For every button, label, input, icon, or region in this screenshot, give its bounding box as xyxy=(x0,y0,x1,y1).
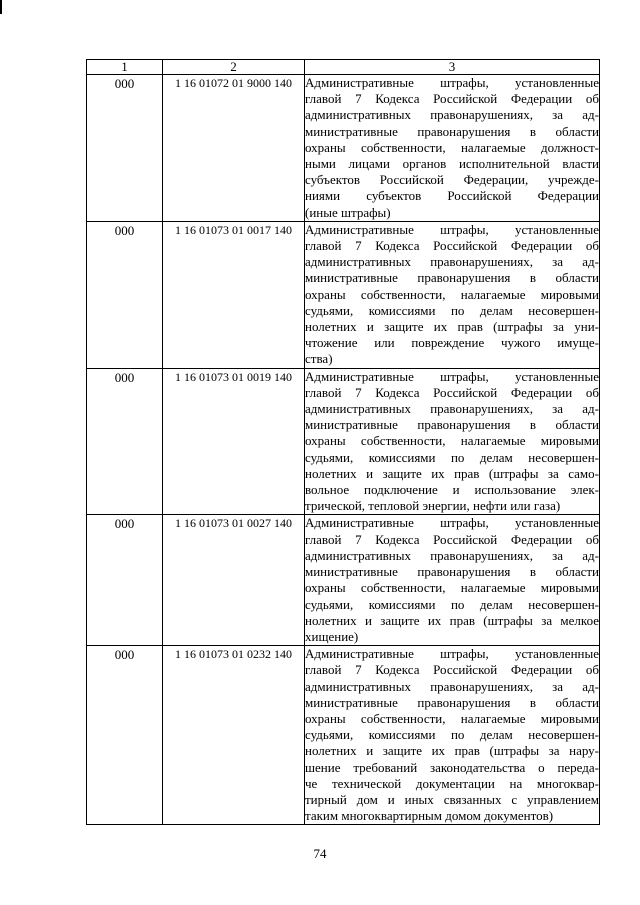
description-line: таким многоквартирным домом документов) xyxy=(305,808,554,824)
description-line: административных правонарушениях, за ад- xyxy=(305,254,599,270)
page-number: 74 xyxy=(313,846,327,861)
description-line: ниями субъектов Российской Федерации xyxy=(305,188,599,204)
description-line: нолетних и защите их прав (штрафы за само- xyxy=(305,465,599,481)
description-cell xyxy=(305,221,600,368)
description-line: главой 7 Кодекса Российской Федерации об xyxy=(305,91,599,107)
description-line: Административные штрафы, установленные xyxy=(305,646,599,662)
description-line: охраны собственности, налагаемые мировыми xyxy=(305,580,599,596)
kbk-code-cell: 1 16 01073 01 0017 140 xyxy=(163,221,305,368)
description-line: ства) xyxy=(305,351,333,367)
description-line: нолетних и защите их прав (штрафы за мелкое xyxy=(305,612,599,628)
admin-code-cell: 000 xyxy=(87,368,163,515)
description-line: охраны собственности, налагаемые мировыми xyxy=(305,710,599,726)
description-line: охраны собственности, налагаемые мировыми xyxy=(305,433,599,449)
description-line: ными лицами органов исполнительной власти xyxy=(305,156,599,172)
description-line: административных правонарушениях, за ад- xyxy=(305,107,599,123)
description-line: министративные правонарушения в области xyxy=(305,694,599,710)
description-line: административных правонарушениях, за ад- xyxy=(305,678,599,694)
description-line: Административные штрафы, установленные xyxy=(305,515,599,531)
table-row xyxy=(87,221,600,368)
description-line: главой 7 Кодекса Российской Федерации об xyxy=(305,238,599,254)
admin-code-cell: 000 xyxy=(87,75,163,222)
description-line: трической, тепловой энергии, нефти или газа) xyxy=(305,498,561,514)
table-row xyxy=(87,646,600,825)
budget-classification-table xyxy=(86,59,600,825)
description-cell xyxy=(305,646,600,825)
description-line: главой 7 Кодекса Российской Федерации об xyxy=(305,531,599,547)
admin-code-cell: 000 xyxy=(87,646,163,825)
description-line: главой 7 Кодекса Российской Федерации об xyxy=(305,384,599,400)
description-cell xyxy=(305,75,600,222)
description-line: охраны собственности, налагаемые должност- xyxy=(305,139,599,155)
table-row xyxy=(87,75,600,222)
description-cell xyxy=(305,368,600,515)
header-col-2: 2 xyxy=(163,60,305,75)
description-line: судьями, комиссиями по делам несовершен- xyxy=(305,302,599,318)
kbk-code-cell: 1 16 01073 01 0232 140 xyxy=(163,646,305,825)
description-line: судьями, комиссиями по делам несовершен- xyxy=(305,596,599,612)
description-line: нолетних и защите их прав (штрафы за нару- xyxy=(305,743,599,759)
admin-code-cell: 000 xyxy=(87,221,163,368)
admin-code-cell: 000 xyxy=(87,515,163,646)
kbk-code-cell: 1 16 01073 01 0027 140 xyxy=(163,515,305,646)
kbk-code-cell: 1 16 01073 01 0019 140 xyxy=(163,368,305,515)
description-line: судьями, комиссиями по делам несовершен- xyxy=(305,449,599,465)
description-line: вольное подключение и использование элек- xyxy=(305,482,599,498)
description-line: Административные штрафы, установленные xyxy=(305,75,599,90)
header-col-3: 3 xyxy=(305,60,600,75)
description-line: главой 7 Кодекса Российской Федерации об xyxy=(305,662,599,678)
description-line: че технической документации на многоквар- xyxy=(305,775,599,791)
description-line: министративные правонарушения в области xyxy=(305,417,599,433)
table-row xyxy=(87,368,600,515)
description-cell xyxy=(305,515,600,646)
description-line: министративные правонарушения в области xyxy=(305,564,599,580)
description-line: министративные правонарушения в области xyxy=(305,123,599,139)
description-line: нолетних и защите их прав (штрафы за уни- xyxy=(305,319,599,335)
table-header-row xyxy=(87,60,600,75)
description-line: судьями, комиссиями по делам несовершен- xyxy=(305,727,599,743)
description-line: хищение) xyxy=(305,628,359,644)
scan-margin-mark xyxy=(0,0,2,14)
description-line: Административные штрафы, установленные xyxy=(305,368,599,384)
kbk-code-cell: 1 16 01072 01 9000 140 xyxy=(163,75,305,222)
description-line: административных правонарушениях, за ад- xyxy=(305,547,599,563)
description-line: Административные штрафы, установленные xyxy=(305,221,599,237)
description-line: административных правонарушениях, за ад- xyxy=(305,401,599,417)
description-line: субъектов Российской Федерации, учрежде- xyxy=(305,172,599,188)
description-line: (иные штрафы) xyxy=(305,204,391,220)
table-row xyxy=(87,515,600,646)
description-line: охраны собственности, налагаемые мировыми xyxy=(305,286,599,302)
description-line: шение требований законодательства о переда- xyxy=(305,759,599,775)
header-col-1: 1 xyxy=(87,60,163,75)
description-line: чтожение или повреждение чужого имуще- xyxy=(305,335,599,351)
description-line: тирный дом и иных связанных с управлением xyxy=(305,791,599,807)
description-line: министративные правонарушения в области xyxy=(305,270,599,286)
